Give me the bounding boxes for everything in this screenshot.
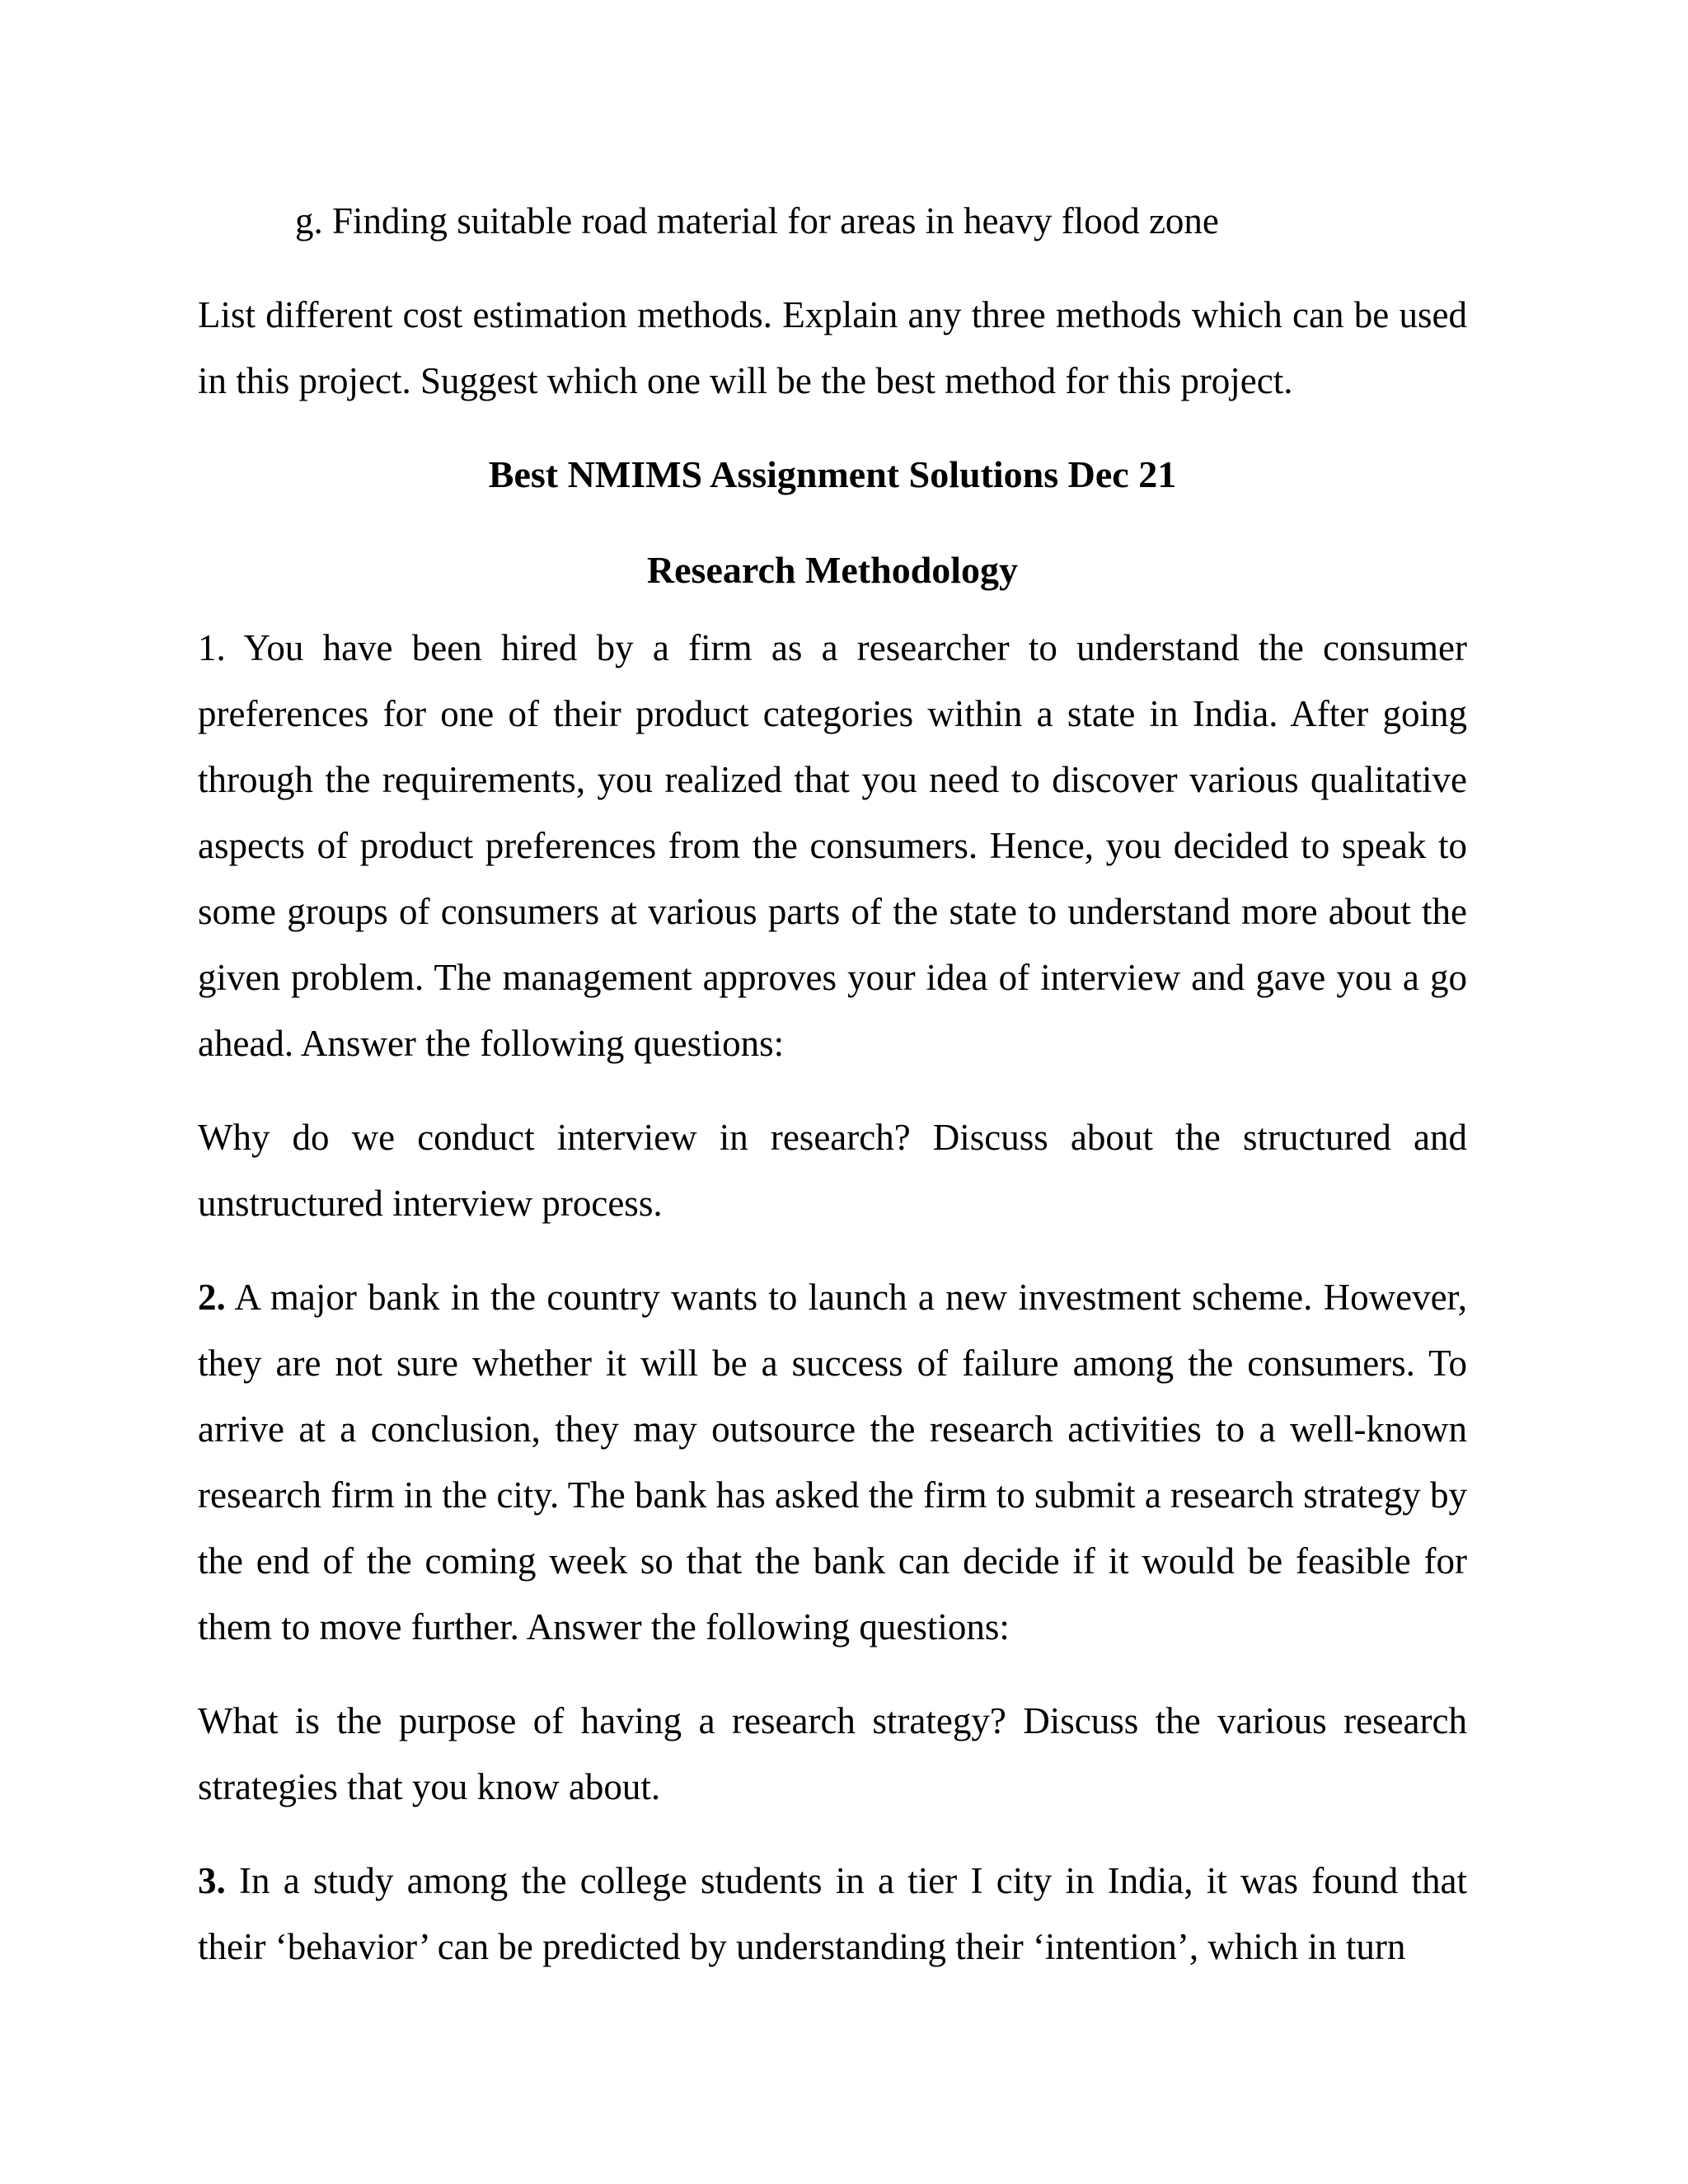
page-title: Best NMIMS Assignment Solutions Dec 21: [488, 453, 1177, 495]
question-1-prompt: Why do we conduct interview in research? Discuss about the structured and unstructured interview process.: [198, 1117, 1467, 1224]
question-1-body: [198, 615, 1467, 1076]
question-3-text: In a study among the college students in a tier I city in India, it was found that their ‘behavior’ can be predicted by understanding their ‘intention’, which in turn: [198, 1860, 1468, 1967]
question-1-number: 1.: [198, 627, 226, 668]
question-3-number: 3.: [198, 1860, 226, 1901]
list-item-g: g. Finding suitable road material for areas in heavy flood zone: [295, 200, 1219, 241]
section-title: Research Methodology: [646, 549, 1019, 591]
question-1-text: You have been hired by a firm as a researcher to understand the consumer preferences for one of their product categories within a state in India. After going through the requirements, you realized that you need to discover various qualitative aspects of product preferences from the consumers. Hence, you decided to speak to some groups of consumers at various parts of the state to understand more about the given problem. The management approves your idea of interview and gave you a go ahead. Answer the following questions:: [198, 627, 1467, 1064]
question-2-number: 2.: [198, 1277, 226, 1318]
question-2-prompt: What is the purpose of having a research strategy? Discuss the various research strategies that you know about.: [198, 1700, 1467, 1807]
question-2-body: [198, 1264, 1467, 1660]
task-paragraph: List different cost estimation methods. Explain any three methods which can be used in this project. Suggest which one will be the best method for this project.: [198, 294, 1467, 401]
question-2-text: A major bank in the country wants to launch a new investment scheme. However, they are not sure whether it will be a success of failure among the consumers. To arrive at a conclusion, they may outsource the research activities to a well-known research firm in the city. The bank has asked the firm to submit a research strategy by the end of the coming week so that the bank can decide if it would be feasible for them to move further. Answer the following questions:: [198, 1277, 1467, 1647]
document-page: [198, 188, 1467, 2008]
question-3-body: [198, 1848, 1467, 1980]
